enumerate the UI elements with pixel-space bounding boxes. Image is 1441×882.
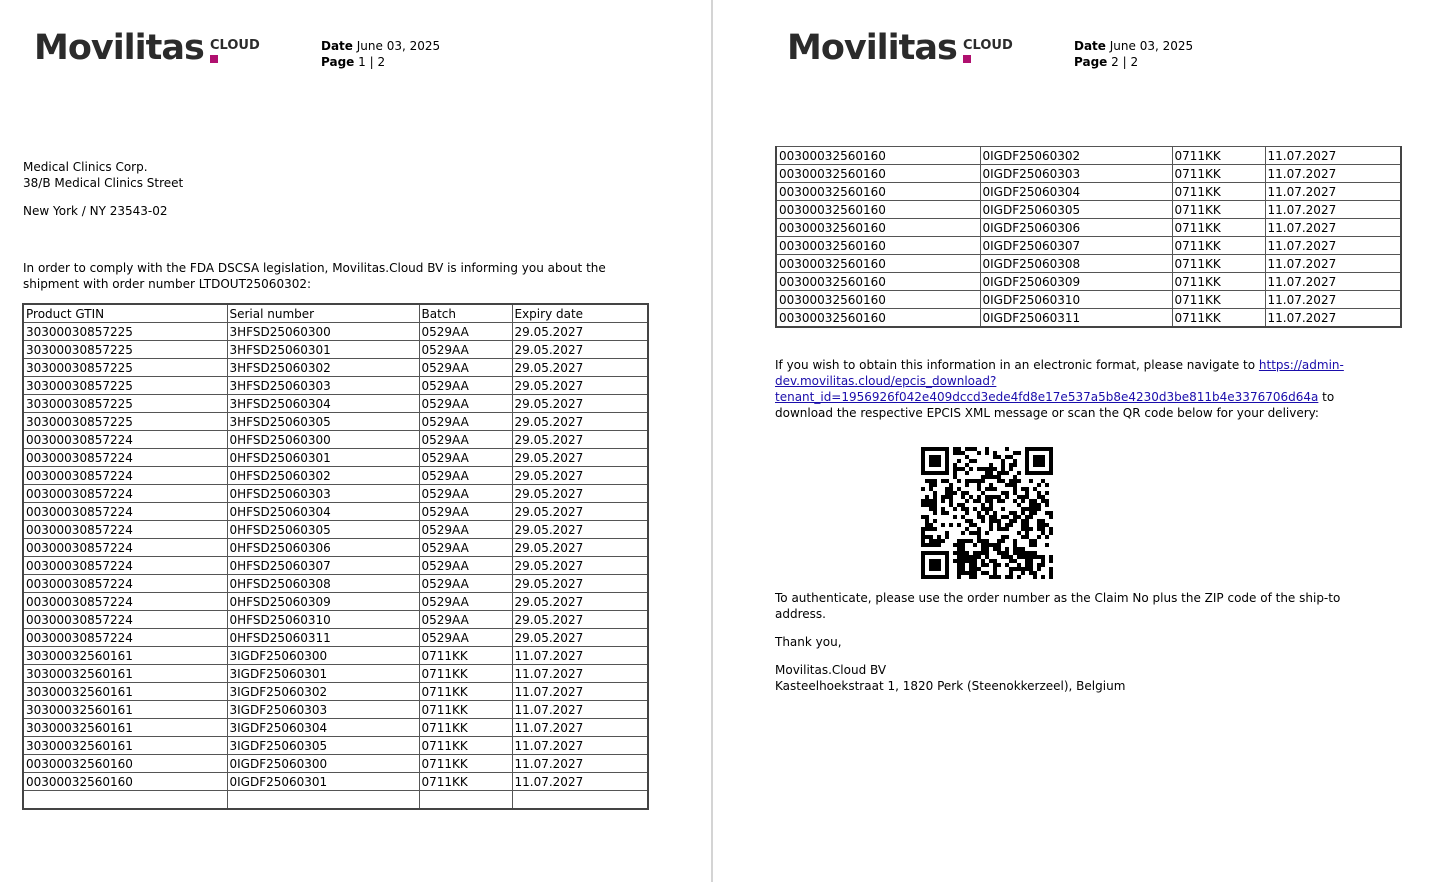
table-cell: 0IGDF25060308	[980, 255, 1172, 273]
document-page-1	[0, 0, 711, 882]
qr-code-icon[interactable]	[921, 447, 1053, 579]
table-row	[23, 719, 648, 737]
table-cell: 29.05.2027	[512, 413, 648, 431]
table-cell: 11.07.2027	[1265, 255, 1401, 273]
table-cell: 30300030857225	[23, 341, 227, 359]
table-cell: 0711KK	[1172, 237, 1265, 255]
table-cell: 11.07.2027	[1265, 237, 1401, 255]
table-row	[23, 737, 648, 755]
table-cell: 11.07.2027	[512, 737, 648, 755]
table-cell: 30300030857225	[23, 359, 227, 377]
table-cell: 0HFSD25060306	[227, 539, 419, 557]
table-cell: 3HFSD25060300	[227, 323, 419, 341]
table-cell: 30300030857225	[23, 413, 227, 431]
table-cell: 29.05.2027	[512, 539, 648, 557]
table-cell: 29.05.2027	[512, 575, 648, 593]
table-cell: 0HFSD25060303	[227, 485, 419, 503]
table-header-row	[23, 304, 648, 323]
table-cell: 0529AA	[419, 467, 512, 485]
table-cell: 00300032560160	[776, 165, 980, 183]
table-cell: 00300032560160	[776, 273, 980, 291]
table-cell: 0711KK	[1172, 273, 1265, 291]
table-cell: 00300032560160	[776, 147, 980, 165]
table-cell: 0711KK	[1172, 291, 1265, 309]
table-cell: 0529AA	[419, 431, 512, 449]
table-cell: 00300032560160	[776, 309, 980, 328]
table-cell: 29.05.2027	[512, 467, 648, 485]
table-row	[23, 467, 648, 485]
table-cell: 0711KK	[419, 737, 512, 755]
epcis-download-link-cont[interactable]: tenant_id=1956926f042e409dccd3ede4fd8e17e537a5b8e4230d3be811b4e3376706d64a	[775, 390, 1319, 404]
electronic-text: If you wish to obtain this information in an electronic format, please navigate to	[775, 358, 1259, 372]
table-cell: 0IGDF25060305	[980, 201, 1172, 219]
table-cell: 0711KK	[419, 719, 512, 737]
table-row	[776, 273, 1401, 291]
table-cell: 0IGDF25060310	[980, 291, 1172, 309]
movilitas-logo	[34, 28, 264, 68]
table-cell: 3HFSD25060301	[227, 341, 419, 359]
table-cell: 29.05.2027	[512, 431, 648, 449]
recipient-address	[23, 159, 183, 219]
epcis-download-link[interactable]: https://admin-	[1258, 358, 1344, 372]
table-row	[23, 701, 648, 719]
table-cell: 00300030857224	[23, 485, 227, 503]
authentication-paragraph	[775, 590, 1395, 622]
table-row	[776, 255, 1401, 273]
column-header: Product GTIN	[23, 304, 227, 323]
table-cell: 29.05.2027	[512, 323, 648, 341]
table-cell: 00300030857224	[23, 449, 227, 467]
table-row	[23, 683, 648, 701]
table-cell: 0711KK	[1172, 309, 1265, 328]
table-cell: 0711KK	[419, 773, 512, 791]
table-row	[776, 237, 1401, 255]
table-cell: 0IGDF25060311	[980, 309, 1172, 328]
table-cell: 0711KK	[419, 701, 512, 719]
table-cell: 11.07.2027	[1265, 147, 1401, 165]
table-cell: 00300032560160	[776, 291, 980, 309]
table-cell: 0529AA	[419, 593, 512, 611]
shipment-table	[22, 303, 649, 810]
table-row	[23, 323, 648, 341]
page-label: Page	[1074, 55, 1108, 69]
table-cell: 00300030857224	[23, 467, 227, 485]
table-cell: 11.07.2027	[1265, 291, 1401, 309]
page-value: 1 | 2	[358, 55, 386, 69]
sender-address: Kasteelhoekstraat 1, 1820 Perk (Steenokkerzeel), Belgium	[775, 679, 1126, 693]
table-row	[23, 449, 648, 467]
page-line	[1074, 54, 1193, 70]
table-cell: 0IGDF25060307	[980, 237, 1172, 255]
logo-cloud-suffix: CLOUD	[963, 38, 1013, 53]
table-cell: 0529AA	[419, 413, 512, 431]
shipment-table-continued	[775, 146, 1402, 328]
date-value: June 03, 2025	[356, 39, 441, 53]
table-cell: 0IGDF25060302	[980, 147, 1172, 165]
table-cell: 00300030857224	[23, 539, 227, 557]
table-cell: 3IGDF25060302	[227, 683, 419, 701]
intro-line: In order to comply with the FDA DSCSA legislation, Movilitas.Cloud BV is informing you about the	[23, 261, 606, 275]
electronic-format-paragraph	[775, 357, 1395, 421]
table-row	[23, 557, 648, 575]
column-header: Serial number	[227, 304, 419, 323]
table-row	[23, 593, 648, 611]
table-cell: 0529AA	[419, 575, 512, 593]
table-cell: 30300030857225	[23, 323, 227, 341]
table-cell: 0711KK	[1172, 255, 1265, 273]
table-cell: 00300032560160	[23, 773, 227, 791]
table-cell: 0IGDF25060306	[980, 219, 1172, 237]
table-row	[23, 413, 648, 431]
table-row	[23, 791, 648, 810]
table-cell: 0711KK	[419, 665, 512, 683]
table-cell: 3IGDF25060301	[227, 665, 419, 683]
table-cell: 11.07.2027	[1265, 165, 1401, 183]
table-cell: 3IGDF25060304	[227, 719, 419, 737]
table-cell: 0IGDF25060304	[980, 183, 1172, 201]
table-cell: 30300032560161	[23, 647, 227, 665]
auth-line: address.	[775, 607, 826, 621]
table-cell: 0HFSD25060311	[227, 629, 419, 647]
table-cell: 00300030857224	[23, 629, 227, 647]
table-cell: 3HFSD25060303	[227, 377, 419, 395]
table-cell	[512, 791, 648, 810]
electronic-text: to	[1318, 390, 1335, 404]
table-row	[23, 503, 648, 521]
table-cell: 0HFSD25060302	[227, 467, 419, 485]
table-cell: 00300030857224	[23, 611, 227, 629]
table-row	[23, 665, 648, 683]
table-cell: 11.07.2027	[512, 683, 648, 701]
table-cell: 00300030857224	[23, 503, 227, 521]
table-cell: 3HFSD25060302	[227, 359, 419, 377]
logo-wordmark: Movilitas	[787, 28, 957, 68]
movilitas-logo	[787, 28, 1017, 68]
table-cell: 0711KK	[1172, 201, 1265, 219]
table-cell: 30300032560161	[23, 683, 227, 701]
table-cell: 0529AA	[419, 485, 512, 503]
table-cell: 11.07.2027	[1265, 273, 1401, 291]
table-cell	[23, 791, 227, 810]
table-cell: 0529AA	[419, 323, 512, 341]
table-row	[776, 147, 1401, 165]
table-row	[23, 575, 648, 593]
intro-paragraph	[23, 260, 606, 292]
column-header: Expiry date	[512, 304, 648, 323]
table-cell: 00300032560160	[776, 201, 980, 219]
column-header: Batch	[419, 304, 512, 323]
table-cell: 0HFSD25060307	[227, 557, 419, 575]
table-cell: 0529AA	[419, 503, 512, 521]
auth-line: To authenticate, please use the order number as the Claim No plus the ZIP code of the ship-to	[775, 591, 1341, 605]
table-cell: 29.05.2027	[512, 359, 648, 377]
table-row	[23, 485, 648, 503]
intro-line: shipment with order number LTDOUT25060302:	[23, 277, 312, 291]
table-cell: 00300030857224	[23, 557, 227, 575]
table-cell: 00300030857224	[23, 521, 227, 539]
table-row	[23, 377, 648, 395]
table-cell: 00300032560160	[23, 755, 227, 773]
table-row	[776, 183, 1401, 201]
epcis-download-link-cont[interactable]: dev.movilitas.cloud/epcis_download?	[775, 374, 997, 388]
logo-dot-icon	[963, 55, 971, 63]
table-row	[23, 431, 648, 449]
date-label: Date	[321, 39, 353, 53]
table-cell: 00300030857224	[23, 575, 227, 593]
page-value: 2 | 2	[1111, 55, 1139, 69]
table-cell: 0529AA	[419, 359, 512, 377]
address-line: 38/B Medical Clinics Street	[23, 176, 184, 190]
table-row	[23, 341, 648, 359]
table-cell	[227, 791, 419, 810]
table-cell: 0529AA	[419, 629, 512, 647]
sender-company: Movilitas.Cloud BV	[775, 663, 887, 677]
table-cell: 00300032560160	[776, 183, 980, 201]
table-cell: 11.07.2027	[512, 719, 648, 737]
table-cell: 00300030857224	[23, 593, 227, 611]
table-cell: 30300032560161	[23, 737, 227, 755]
table-cell: 0HFSD25060304	[227, 503, 419, 521]
table-cell: 0711KK	[419, 755, 512, 773]
table-cell: 30300032560161	[23, 701, 227, 719]
document-page-2	[713, 0, 1441, 882]
table-cell: 0529AA	[419, 521, 512, 539]
table-cell: 0HFSD25060308	[227, 575, 419, 593]
address-line: Medical Clinics Corp.	[23, 160, 148, 174]
table-cell: 0529AA	[419, 611, 512, 629]
page-label: Page	[321, 55, 355, 69]
table-row	[776, 201, 1401, 219]
table-cell: 29.05.2027	[512, 485, 648, 503]
table-cell: 0IGDF25060309	[980, 273, 1172, 291]
table-cell: 0711KK	[1172, 165, 1265, 183]
table-cell: 29.05.2027	[512, 377, 648, 395]
table-cell: 30300032560161	[23, 719, 227, 737]
table-cell: 0IGDF25060301	[227, 773, 419, 791]
table-cell: 11.07.2027	[512, 701, 648, 719]
table-cell: 29.05.2027	[512, 611, 648, 629]
table-cell: 0HFSD25060310	[227, 611, 419, 629]
table-cell: 0529AA	[419, 395, 512, 413]
logo-wordmark: Movilitas	[34, 28, 204, 68]
table-cell: 0529AA	[419, 341, 512, 359]
table-row	[23, 629, 648, 647]
date-line	[321, 38, 440, 54]
table-cell: 0711KK	[1172, 147, 1265, 165]
table-cell: 3IGDF25060300	[227, 647, 419, 665]
closing-thanks: Thank you,	[775, 635, 842, 649]
table-row	[776, 309, 1401, 328]
table-cell: 0HFSD25060309	[227, 593, 419, 611]
table-row	[23, 647, 648, 665]
table-cell: 0529AA	[419, 539, 512, 557]
logo-dot-icon	[210, 55, 218, 63]
table-cell: 29.05.2027	[512, 341, 648, 359]
table-cell: 0IGDF25060300	[227, 755, 419, 773]
table-cell: 0529AA	[419, 449, 512, 467]
address-line: New York / NY 23543-02	[23, 204, 168, 218]
table-row	[23, 521, 648, 539]
table-cell	[419, 791, 512, 810]
page-line	[321, 54, 440, 70]
table-row	[776, 219, 1401, 237]
table-cell: 0529AA	[419, 557, 512, 575]
table-cell: 00300030857224	[23, 431, 227, 449]
date-label: Date	[1074, 39, 1106, 53]
electronic-text: download the respective EPCIS XML message or scan the QR code below for your delivery:	[775, 406, 1319, 420]
document-meta	[1074, 38, 1193, 70]
table-cell: 3IGDF25060305	[227, 737, 419, 755]
table-cell: 29.05.2027	[512, 503, 648, 521]
document-meta	[321, 38, 440, 70]
date-line	[1074, 38, 1193, 54]
table-row	[776, 165, 1401, 183]
table-row	[23, 395, 648, 413]
table-cell: 29.05.2027	[512, 593, 648, 611]
table-row	[23, 539, 648, 557]
table-row	[776, 291, 1401, 309]
table-cell: 00300032560160	[776, 255, 980, 273]
date-value: June 03, 2025	[1109, 39, 1194, 53]
table-cell: 11.07.2027	[512, 773, 648, 791]
table-cell: 3IGDF25060303	[227, 701, 419, 719]
table-cell: 00300032560160	[776, 219, 980, 237]
table-row	[23, 611, 648, 629]
table-cell: 11.07.2027	[1265, 219, 1401, 237]
table-cell: 11.07.2027	[1265, 183, 1401, 201]
table-row	[23, 773, 648, 791]
table-cell: 0HFSD25060305	[227, 521, 419, 539]
table-cell: 0HFSD25060300	[227, 431, 419, 449]
table-cell: 0711KK	[1172, 183, 1265, 201]
table-cell: 0IGDF25060303	[980, 165, 1172, 183]
sender-block	[775, 662, 1125, 694]
table-cell: 29.05.2027	[512, 521, 648, 539]
table-cell: 3HFSD25060304	[227, 395, 419, 413]
table-cell: 11.07.2027	[512, 755, 648, 773]
table-cell: 11.07.2027	[1265, 309, 1401, 328]
table-cell: 11.07.2027	[512, 647, 648, 665]
table-cell: 11.07.2027	[1265, 201, 1401, 219]
table-cell: 30300030857225	[23, 395, 227, 413]
table-cell: 0711KK	[419, 647, 512, 665]
table-cell: 30300030857225	[23, 377, 227, 395]
table-row	[23, 359, 648, 377]
logo-cloud-suffix: CLOUD	[210, 38, 260, 53]
table-cell: 3HFSD25060305	[227, 413, 419, 431]
table-cell: 0HFSD25060301	[227, 449, 419, 467]
table-cell: 30300032560161	[23, 665, 227, 683]
table-cell: 00300032560160	[776, 237, 980, 255]
table-cell: 0711KK	[1172, 219, 1265, 237]
table-cell: 29.05.2027	[512, 557, 648, 575]
table-cell: 0711KK	[419, 683, 512, 701]
table-cell: 0529AA	[419, 377, 512, 395]
table-cell: 29.05.2027	[512, 629, 648, 647]
table-cell: 29.05.2027	[512, 395, 648, 413]
table-cell: 29.05.2027	[512, 449, 648, 467]
table-row	[23, 755, 648, 773]
table-cell: 11.07.2027	[512, 665, 648, 683]
